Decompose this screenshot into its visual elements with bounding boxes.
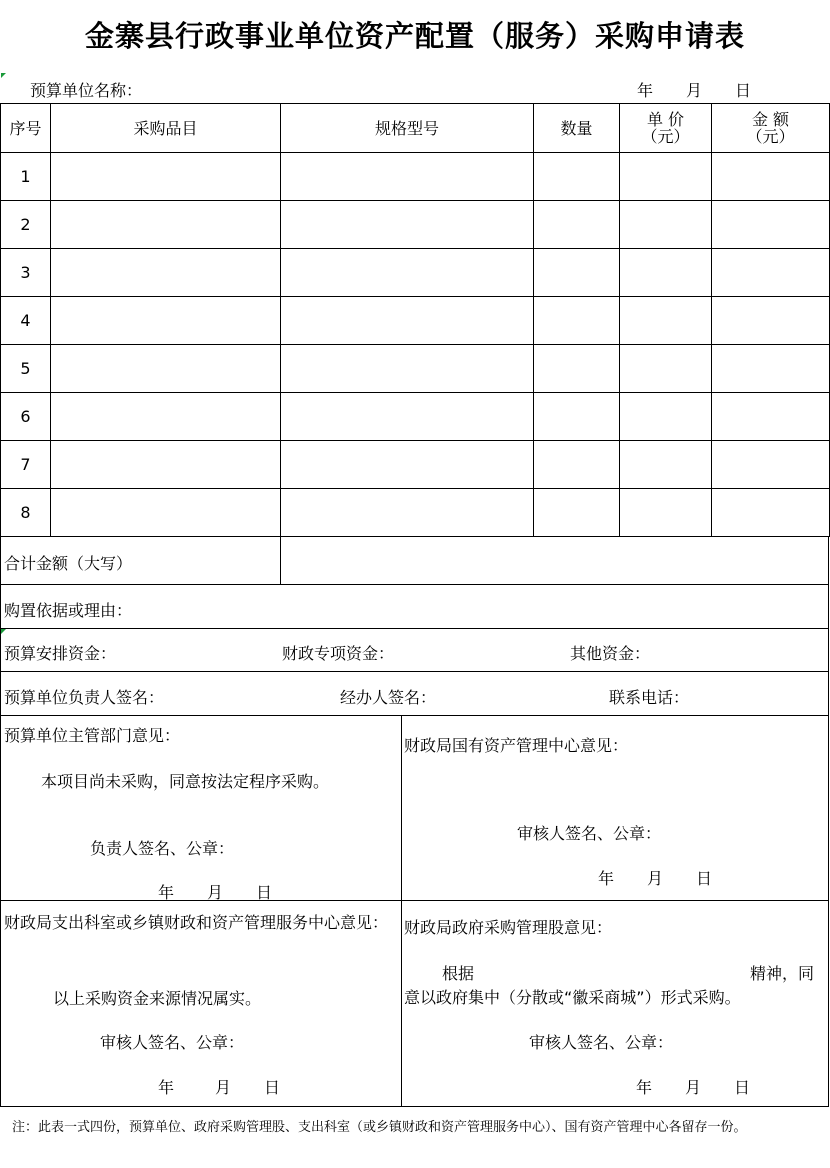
expense-opinion-title: 财政局支出科室或乡镇财政和资产管理服务中心意见：	[4, 913, 389, 932]
unit-price-unit: （元）	[641, 127, 690, 146]
table-row	[1, 441, 830, 489]
procurement-date-year: 年	[636, 1078, 653, 1097]
cell-unit-price[interactable]	[620, 345, 712, 393]
procurement-opinion-cell	[401, 900, 829, 1107]
cell-unit-price[interactable]	[620, 441, 712, 489]
cell-item[interactable]	[51, 345, 281, 393]
row-index: 2	[1, 201, 51, 249]
budget-fund-label: 预算安排资金：	[4, 644, 117, 663]
cell-item[interactable]	[51, 441, 281, 489]
table-row	[1, 201, 830, 249]
total-amount-label: 合计金额（大写）	[4, 554, 133, 573]
table-row	[1, 153, 830, 201]
header-date-day: 日	[735, 81, 752, 100]
header-date-year: 年	[637, 81, 654, 100]
cell-amount[interactable]	[712, 153, 830, 201]
row-index: 4	[1, 297, 51, 345]
signatures-row	[0, 671, 829, 716]
asset-opinion-title: 财政局国有资产管理中心意见：	[404, 736, 629, 755]
cell-spec[interactable]	[281, 441, 534, 489]
col-header-index: 序号	[1, 104, 51, 153]
cell-amount[interactable]	[712, 393, 830, 441]
procurement-date-day: 日	[734, 1078, 751, 1097]
asset-opinion-cell	[401, 715, 829, 901]
cell-amount[interactable]	[712, 345, 830, 393]
cell-item[interactable]	[51, 201, 281, 249]
row-index: 6	[1, 393, 51, 441]
table-header-row	[1, 104, 830, 153]
cell-amount[interactable]	[712, 489, 830, 537]
procurement-opinion-title: 财政局政府采购管理股意见：	[404, 918, 613, 937]
total-amount-value-cell[interactable]	[280, 536, 829, 585]
purchase-reason-row[interactable]	[0, 584, 829, 629]
cell-amount[interactable]	[712, 297, 830, 345]
other-fund-label: 其他资金：	[570, 644, 651, 663]
cell-quantity[interactable]	[534, 201, 620, 249]
cell-amount[interactable]	[712, 201, 830, 249]
procurement-body-line2: 意以政府集中（分散或“徽采商城”）形式采购。	[404, 988, 741, 1007]
col-header-quantity: 数量	[534, 104, 620, 153]
form-title: 金寨县行政事业单位资产配置（服务）采购申请表	[84, 19, 745, 53]
dept-opinion-body: 本项目尚未采购，同意按法定程序采购。	[41, 772, 330, 791]
asset-date-day: 日	[696, 869, 713, 888]
cell-quantity[interactable]	[534, 393, 620, 441]
col-header-item: 采购品目	[51, 104, 281, 153]
col-header-unit-price	[620, 104, 712, 153]
budget-unit-label: 预算单位名称：	[30, 81, 143, 100]
cell-item[interactable]	[51, 489, 281, 537]
cell-quantity[interactable]	[534, 249, 620, 297]
col-header-amount	[712, 104, 830, 153]
procurement-date-month: 月	[685, 1078, 702, 1097]
procurement-sign-label: 审核人签名、公章：	[529, 1033, 674, 1052]
cell-spec[interactable]	[281, 153, 534, 201]
cell-item[interactable]	[51, 249, 281, 297]
asset-sign-label: 审核人签名、公章：	[517, 824, 662, 843]
leader-sign-label: 预算单位负责人签名：	[4, 688, 165, 707]
table-row	[1, 345, 830, 393]
expense-opinion-cell	[0, 900, 402, 1107]
phone-label: 联系电话：	[609, 688, 690, 707]
table-row	[1, 297, 830, 345]
handler-sign-label: 经办人签名：	[340, 688, 437, 707]
cell-item[interactable]	[51, 393, 281, 441]
asset-date-year: 年	[598, 869, 615, 888]
dept-date-year: 年	[158, 883, 175, 902]
cell-spec[interactable]	[281, 489, 534, 537]
cell-unit-price[interactable]	[620, 249, 712, 297]
footer-note: 注：此表一式四份，预算单位、政府采购管理股、支出科室（或乡镇财政和资产管理服务中心）、国有资产管理中心各留存一份。	[12, 1120, 747, 1135]
dept-date-day: 日	[256, 883, 273, 902]
cell-unit-price[interactable]	[620, 297, 712, 345]
dept-opinion-cell	[0, 715, 402, 901]
cell-spec[interactable]	[281, 393, 534, 441]
expense-opinion-body: 以上采购资金来源情况属实。	[53, 989, 262, 1008]
cell-amount[interactable]	[712, 249, 830, 297]
dept-sign-label: 负责人签名、公章：	[90, 839, 235, 858]
cell-quantity[interactable]	[534, 345, 620, 393]
amount-unit: （元）	[746, 127, 795, 146]
cell-corner-marker	[1, 73, 6, 78]
cell-spec[interactable]	[281, 297, 534, 345]
table-row	[1, 249, 830, 297]
row-index: 7	[1, 441, 51, 489]
cell-quantity[interactable]	[534, 441, 620, 489]
cell-unit-price[interactable]	[620, 393, 712, 441]
expense-date-year: 年	[158, 1078, 175, 1097]
dept-date-month: 月	[207, 883, 224, 902]
cell-spec[interactable]	[281, 249, 534, 297]
cell-unit-price[interactable]	[620, 489, 712, 537]
procurement-body-prefix: 根据	[442, 964, 475, 983]
row-index: 1	[1, 153, 51, 201]
cell-spec[interactable]	[281, 345, 534, 393]
table-row	[1, 489, 830, 537]
purchase-reason-label: 购置依据或理由：	[4, 601, 133, 620]
expense-sign-label: 审核人签名、公章：	[100, 1033, 245, 1052]
expense-date-day: 日	[264, 1078, 281, 1097]
unit-price-label: 单 价	[646, 110, 685, 129]
amount-label: 金 额	[751, 110, 790, 129]
col-header-spec: 规格型号	[281, 104, 534, 153]
cell-quantity[interactable]	[534, 153, 620, 201]
row-index: 3	[1, 249, 51, 297]
dept-opinion-title: 预算单位主管部门意见：	[4, 726, 181, 745]
cell-amount[interactable]	[712, 441, 830, 489]
purchase-items-table	[0, 103, 830, 537]
cell-quantity[interactable]	[534, 489, 620, 537]
cell-quantity[interactable]	[534, 297, 620, 345]
procurement-body-suffix: 精神，同	[750, 964, 815, 983]
cell-unit-price[interactable]	[620, 153, 712, 201]
special-fund-label: 财政专项资金：	[282, 644, 395, 663]
funds-row	[0, 628, 829, 672]
row-index: 8	[1, 489, 51, 537]
cell-spec[interactable]	[281, 201, 534, 249]
expense-date-month: 月	[215, 1078, 232, 1097]
cell-item[interactable]	[51, 153, 281, 201]
row-index: 5	[1, 345, 51, 393]
header-date-month: 月	[686, 81, 703, 100]
cell-corner-marker	[1, 629, 6, 634]
table-row	[1, 393, 830, 441]
total-amount-label-cell	[0, 536, 281, 585]
asset-date-month: 月	[647, 869, 664, 888]
cell-item[interactable]	[51, 297, 281, 345]
cell-unit-price[interactable]	[620, 201, 712, 249]
